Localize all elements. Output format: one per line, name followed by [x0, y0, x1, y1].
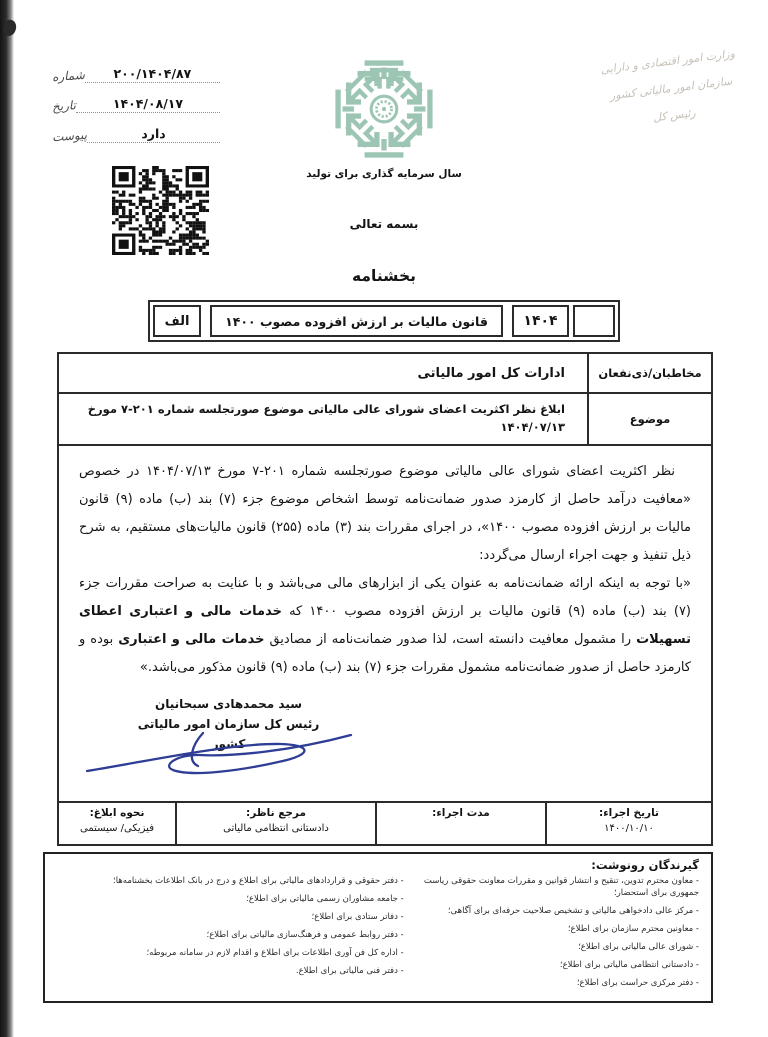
date-label: تاریخ — [51, 98, 77, 114]
attachment-row — [52, 126, 220, 143]
recipient-item: - دفتر روابط عمومی و فرهنگ‌سازی مالیاتی برای اطلاع؛ — [206, 930, 404, 940]
audience-value: ادارات کل امور مالیاتی — [417, 365, 565, 381]
recipients-column-left — [57, 875, 404, 995]
date-row — [52, 96, 220, 113]
signature-block — [121, 694, 336, 754]
exec-duration-label: مدت اجراء: — [432, 807, 490, 819]
subject-value: ابلاغ نظر اکثریت اعضای شورای عالی مالیاتی موضوع صورتجلسه شماره ۲۰۱-۷ مورخ ۱۴۰۴/۰۷/۱۳ — [87, 402, 565, 434]
body-text — [59, 446, 711, 801]
recipient-item: - دفاتر ستادی برای اطلاع؛ — [311, 912, 404, 922]
recipient-item: - دفتر مرکزی حراست برای اطلاع؛ — [576, 978, 699, 988]
exec-duration-cell — [375, 803, 545, 844]
recipient-item: - اداره کل فن آوری اطلاعات برای اطلاع و اقدام لازم در سامانه مربوطه؛ — [146, 948, 404, 958]
besmele-text: بسمه تعالی — [349, 217, 419, 231]
supervisor-cell — [175, 803, 375, 844]
body-p2-bold-1: خدمات مالی و اعتباری اعطای تسهیلات — [79, 604, 691, 647]
classification-law-box: قانون مالیات بر ارزش افزوده مصوب ۱۴۰۰ — [210, 305, 503, 337]
body-paragraph-2 — [79, 570, 691, 682]
number-value: ۲۰۰/۱۴۰۴/۸۷ — [113, 66, 192, 81]
year-slogan: سال سرمایه گذاری برای تولید — [306, 168, 462, 180]
recipients-columns — [57, 875, 699, 995]
recipient-item: - شورای عالی مالیاتی برای اطلاع؛ — [578, 942, 699, 952]
tax-administration-logo-icon — [331, 56, 437, 162]
document-type-title: بخشنامه — [352, 267, 416, 285]
ministry-line-3: رئیس کل — [652, 106, 697, 125]
signatory-name: سید محمدهادی سبحانیان — [154, 697, 303, 711]
ministry-line-2: سازمان امور مالیاتی کشور — [609, 74, 733, 103]
recipient-item: - دفتر حقوقی و قراردادهای مالیاتی برای اطلاع و درج در بانک اطلاعات بخشنامه‌ها؛ — [113, 876, 404, 886]
signature-scribble — [79, 721, 359, 783]
body-p2-segment: بوده و کارمزد حاصل از صدور ضمانت‌نامه مشمول مقررات جزء (۷) بند (ب) ماده (۹) قانون مذکور می‌باشد.» — [79, 632, 691, 675]
ministry-letterhead — [576, 37, 767, 140]
audience-label: مخاطبان/ذی‌نفعان — [587, 354, 711, 392]
supervisor-label: مرجع ناظر: — [246, 807, 306, 819]
body-p2-segment: «با توجه به اینکه ارائه ضمانت‌نامه به عنوان یکی از ابزارهای مالی می‌باشد و با عنایت به صراحت مقررات جزء (۷) بند (ب) ماده (۹) قانون مالیات بر ارزش افزوده مصوب ۱۴۰۰ که — [79, 576, 691, 619]
recipient-item: - معاونین محترم سازمان برای اطلاع؛ — [567, 924, 699, 934]
exec-date-value: ۱۴۰۰/۱۰/۱۰ — [604, 823, 654, 834]
execution-info-row — [59, 801, 711, 844]
notify-method-label: نحوه ابلاغ: — [89, 807, 145, 819]
recipient-item: - مرکز عالی دادخواهی مالیاتی و تشخیص صلاحیت حرفه‌ای برای آگاهی؛ — [447, 906, 699, 916]
audience-row — [59, 354, 711, 394]
signatory-title: رئیس کل سازمان امور مالیاتی کشور — [137, 717, 320, 751]
classification-letter-box: الف — [153, 305, 201, 337]
recipient-item: - معاون محترم تدوین، تنقیح و انتشار قوانین و مقررات معاونت حقوقی ریاست جمهوری برای استحضار؛ — [423, 876, 699, 898]
body-p2-segment: را مشمول معافیت دانسته است، لذا صدور ضمانت‌نامه از مصادیق — [264, 632, 637, 647]
body-paragraph-1: نظر اکثریت اعضای شورای عالی مالیاتی موضوع صورتجلسه شماره ۲۰۱-۷ مورخ ۱۴۰۴/۰۷/۱۳ در خصوص «معافیت درآمد حاصل از کارمزد صدور ضمانت‌نامه توسط اشخاص موضوع جزء (۷) بند (ب) ماده (۹) قانون مالیات بر ارزش افزوده مصوب ۱۴۰۰»، در اجرای مقررات بند (۳) ماده (۲۵۵) قانون مالیات‌های مستقیم، به شرح ذیل تنفیذ و جهت اجراء ارسال می‌گردد: — [79, 464, 691, 563]
date-value: ۱۴۰۴/۰۸/۱۷ — [112, 96, 184, 111]
classification-bar — [148, 300, 620, 342]
letterhead-info — [52, 66, 220, 156]
notify-method-value: فیزیکی/ سیستمی — [80, 823, 154, 834]
exec-date-cell — [545, 803, 711, 844]
recipients-heading: گیرندگان رونوشت: — [591, 858, 699, 872]
scan-edge-artifact — [0, 0, 14, 1037]
notify-method-cell — [59, 803, 175, 844]
exec-date-label: تاریخ اجراء: — [599, 807, 659, 819]
recipient-item: - دادستانی انتظامی مالیاتی برای اطلاع؛ — [559, 960, 699, 970]
supervisor-value: دادستانی انتظامی مالیاتی — [223, 823, 329, 834]
ministry-line-1: وزارت امور اقتصادی و دارایی — [599, 47, 736, 77]
attachment-value: دارد — [141, 126, 166, 141]
body-p2-bold-2: خدمات مالی و اعتباری — [118, 632, 265, 647]
recipients-box — [43, 852, 713, 1003]
number-label: شماره — [51, 67, 86, 85]
classification-year-box: ۱۴۰۴ — [512, 305, 569, 337]
number-row — [52, 66, 220, 83]
attachment-label: پیوست — [51, 127, 88, 145]
recipient-item: - دفتر فنی مالیاتی برای اطلاع. — [295, 966, 404, 976]
recipient-item: - جامعه مشاوران رسمی مالیاتی برای اطلاع؛ — [246, 894, 404, 904]
classification-code-box — [573, 305, 615, 337]
subject-row — [59, 394, 711, 446]
main-table — [57, 352, 713, 846]
subject-label: موضوع — [587, 394, 711, 444]
recipients-column-right — [404, 875, 699, 995]
qr-code — [112, 166, 209, 255]
